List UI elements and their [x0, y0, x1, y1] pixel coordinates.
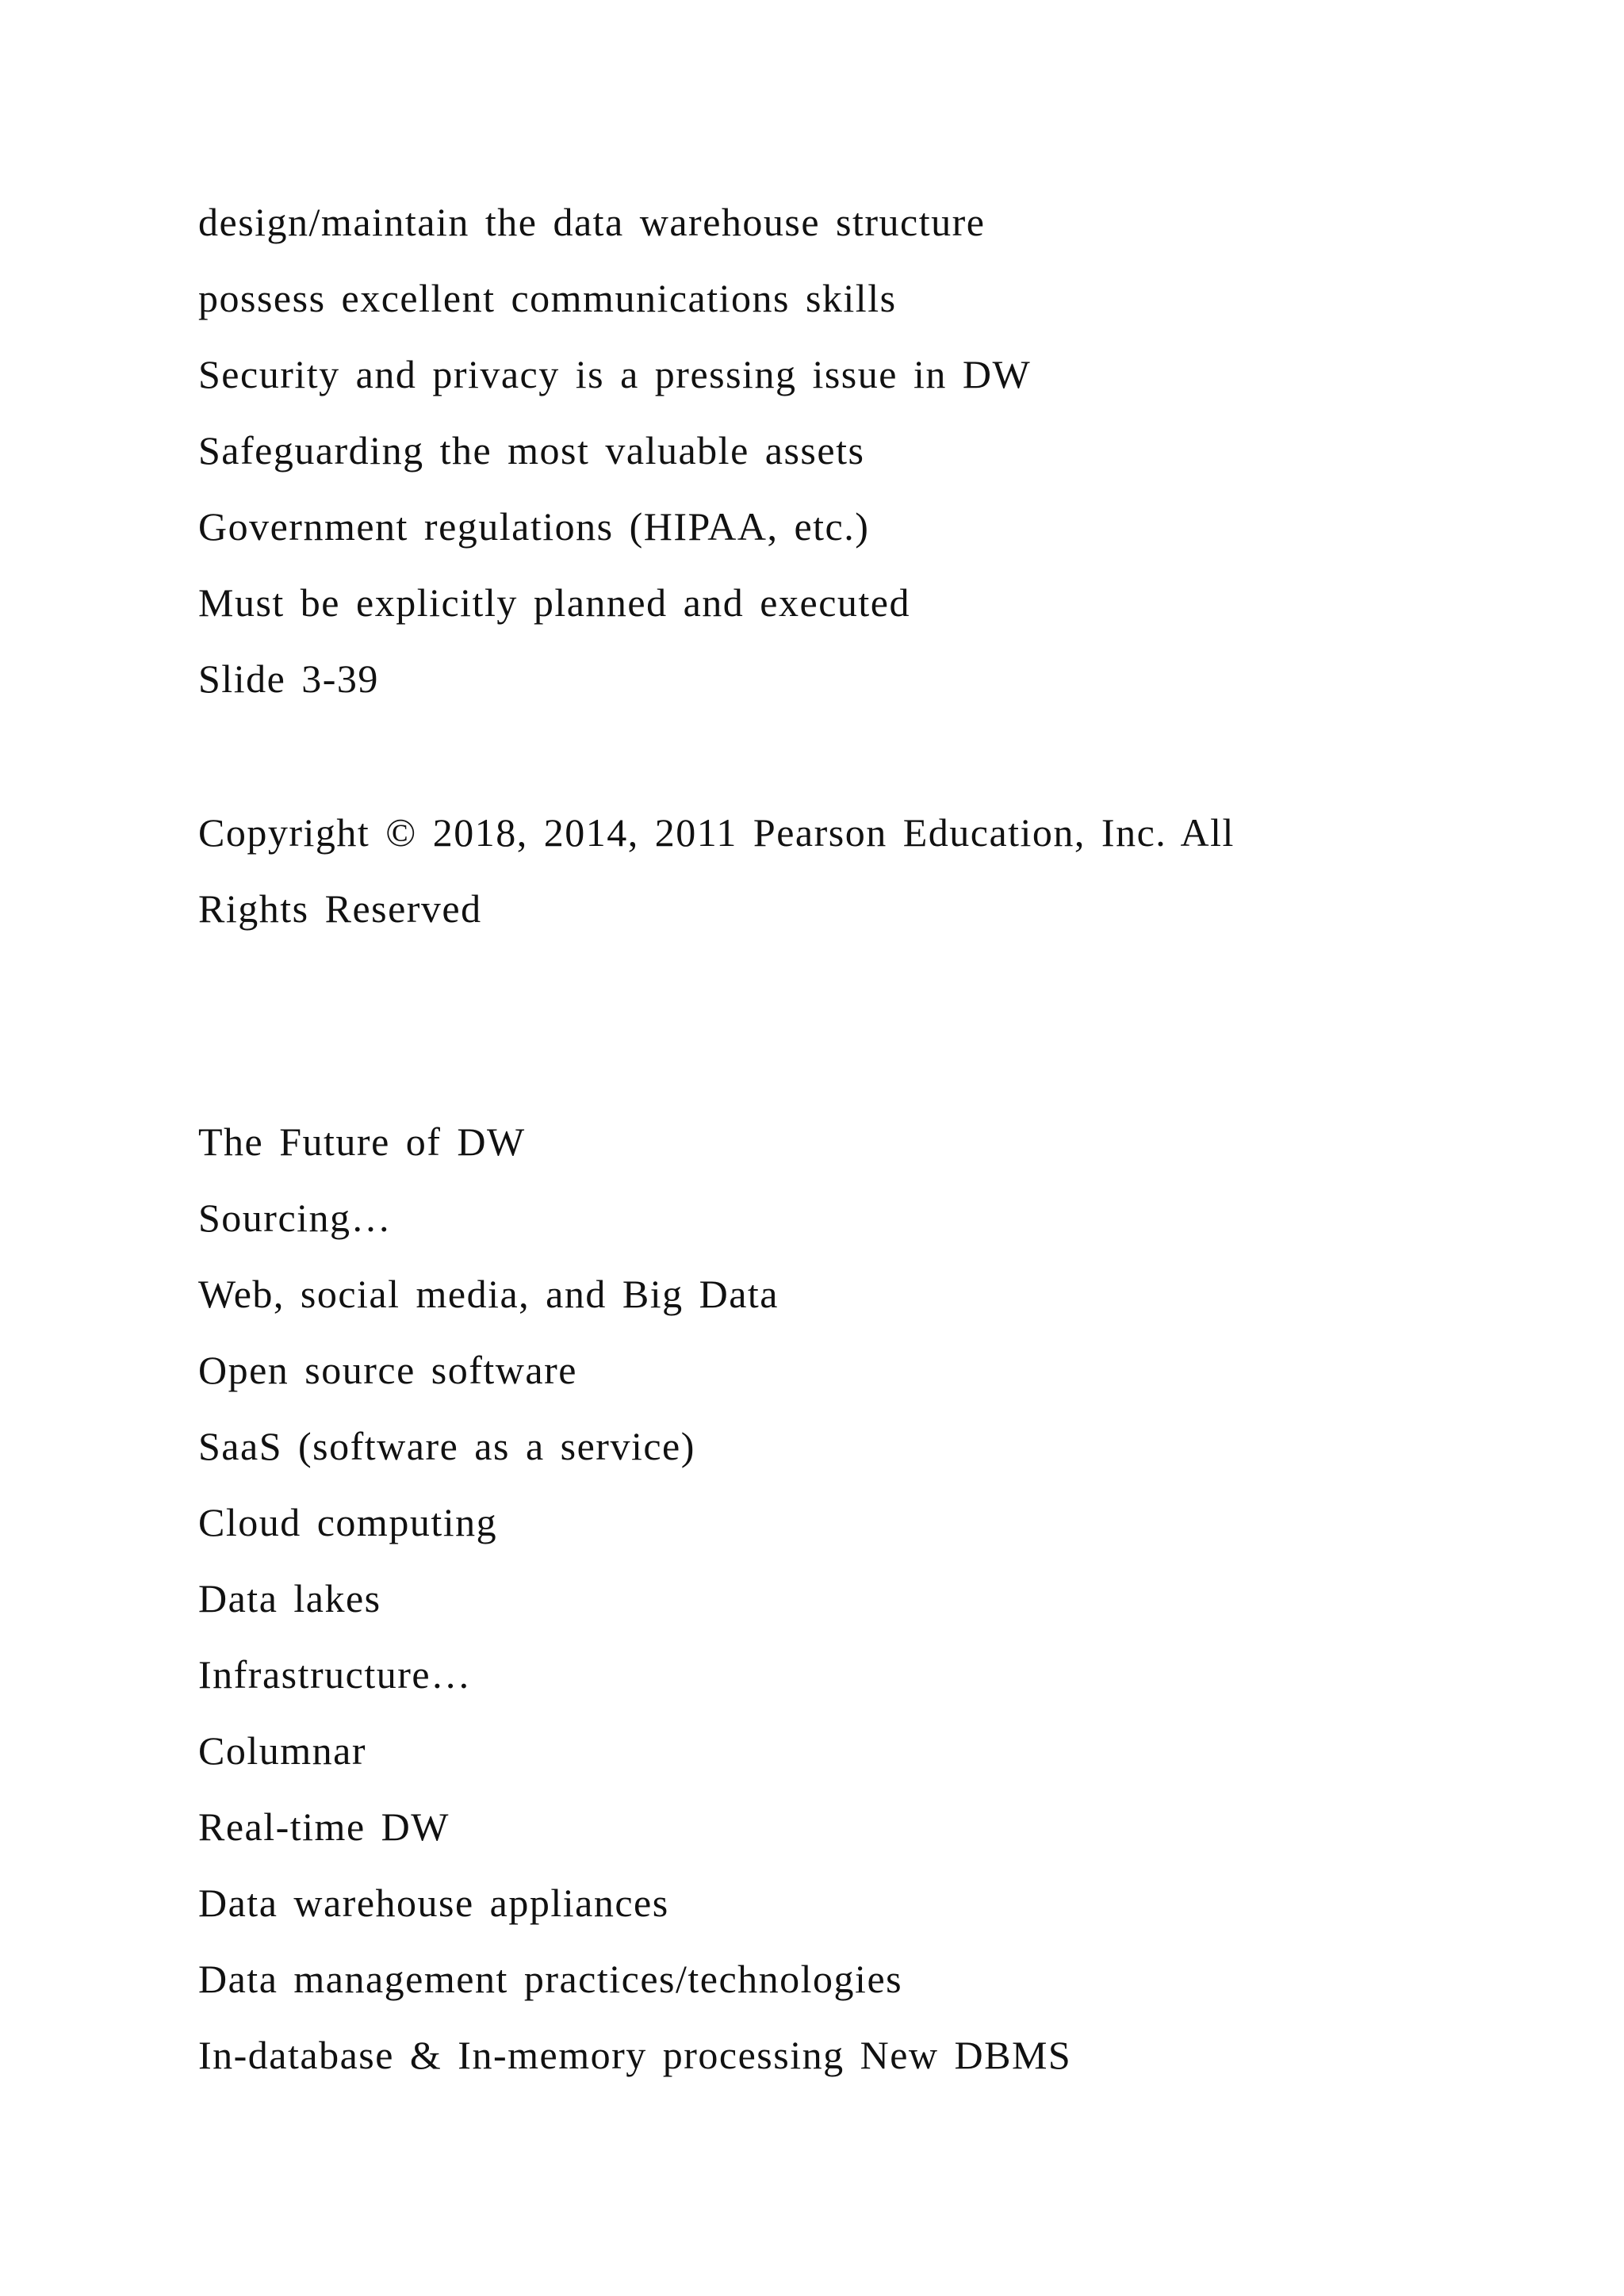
text-line: Must be explicitly planned and executed [198, 580, 910, 625]
text-line: Infrastructure… [198, 1652, 472, 1697]
text-line: Cloud computing [198, 1500, 498, 1544]
section-heading: The Future of DW [198, 1119, 526, 1164]
text-line: In-database & In-memory processing New DBMS [198, 2033, 1072, 2077]
text-line: Data lakes [198, 1576, 381, 1621]
text-line: Safeguarding the most valuable assets [198, 428, 865, 473]
text-line: Columnar [198, 1728, 366, 1773]
text-line: possess excellent communications skills [198, 276, 897, 320]
text-line: Security and privacy is a pressing issue in DW [198, 352, 1032, 396]
copyright-notice-continued: Rights Reserved [198, 886, 482, 931]
text-line: Government regulations (HIPAA, etc.) [198, 504, 870, 549]
slide-number: Slide 3-39 [198, 656, 379, 701]
text-line: design/maintain the data warehouse structure [198, 200, 986, 244]
text-line: Real-time DW [198, 1804, 450, 1849]
text-line: Web, social media, and Big Data [198, 1272, 779, 1316]
text-line: Sourcing… [198, 1196, 393, 1240]
text-line: Open source software [198, 1348, 577, 1392]
text-line: Data management practices/technologies [198, 1957, 903, 2001]
copyright-notice: Copyright © 2018, 2014, 2011 Pearson Education, Inc. All [198, 810, 1235, 855]
text-line: SaaS (software as a service) [198, 1424, 695, 1468]
text-line: Data warehouse appliances [198, 1881, 669, 1925]
